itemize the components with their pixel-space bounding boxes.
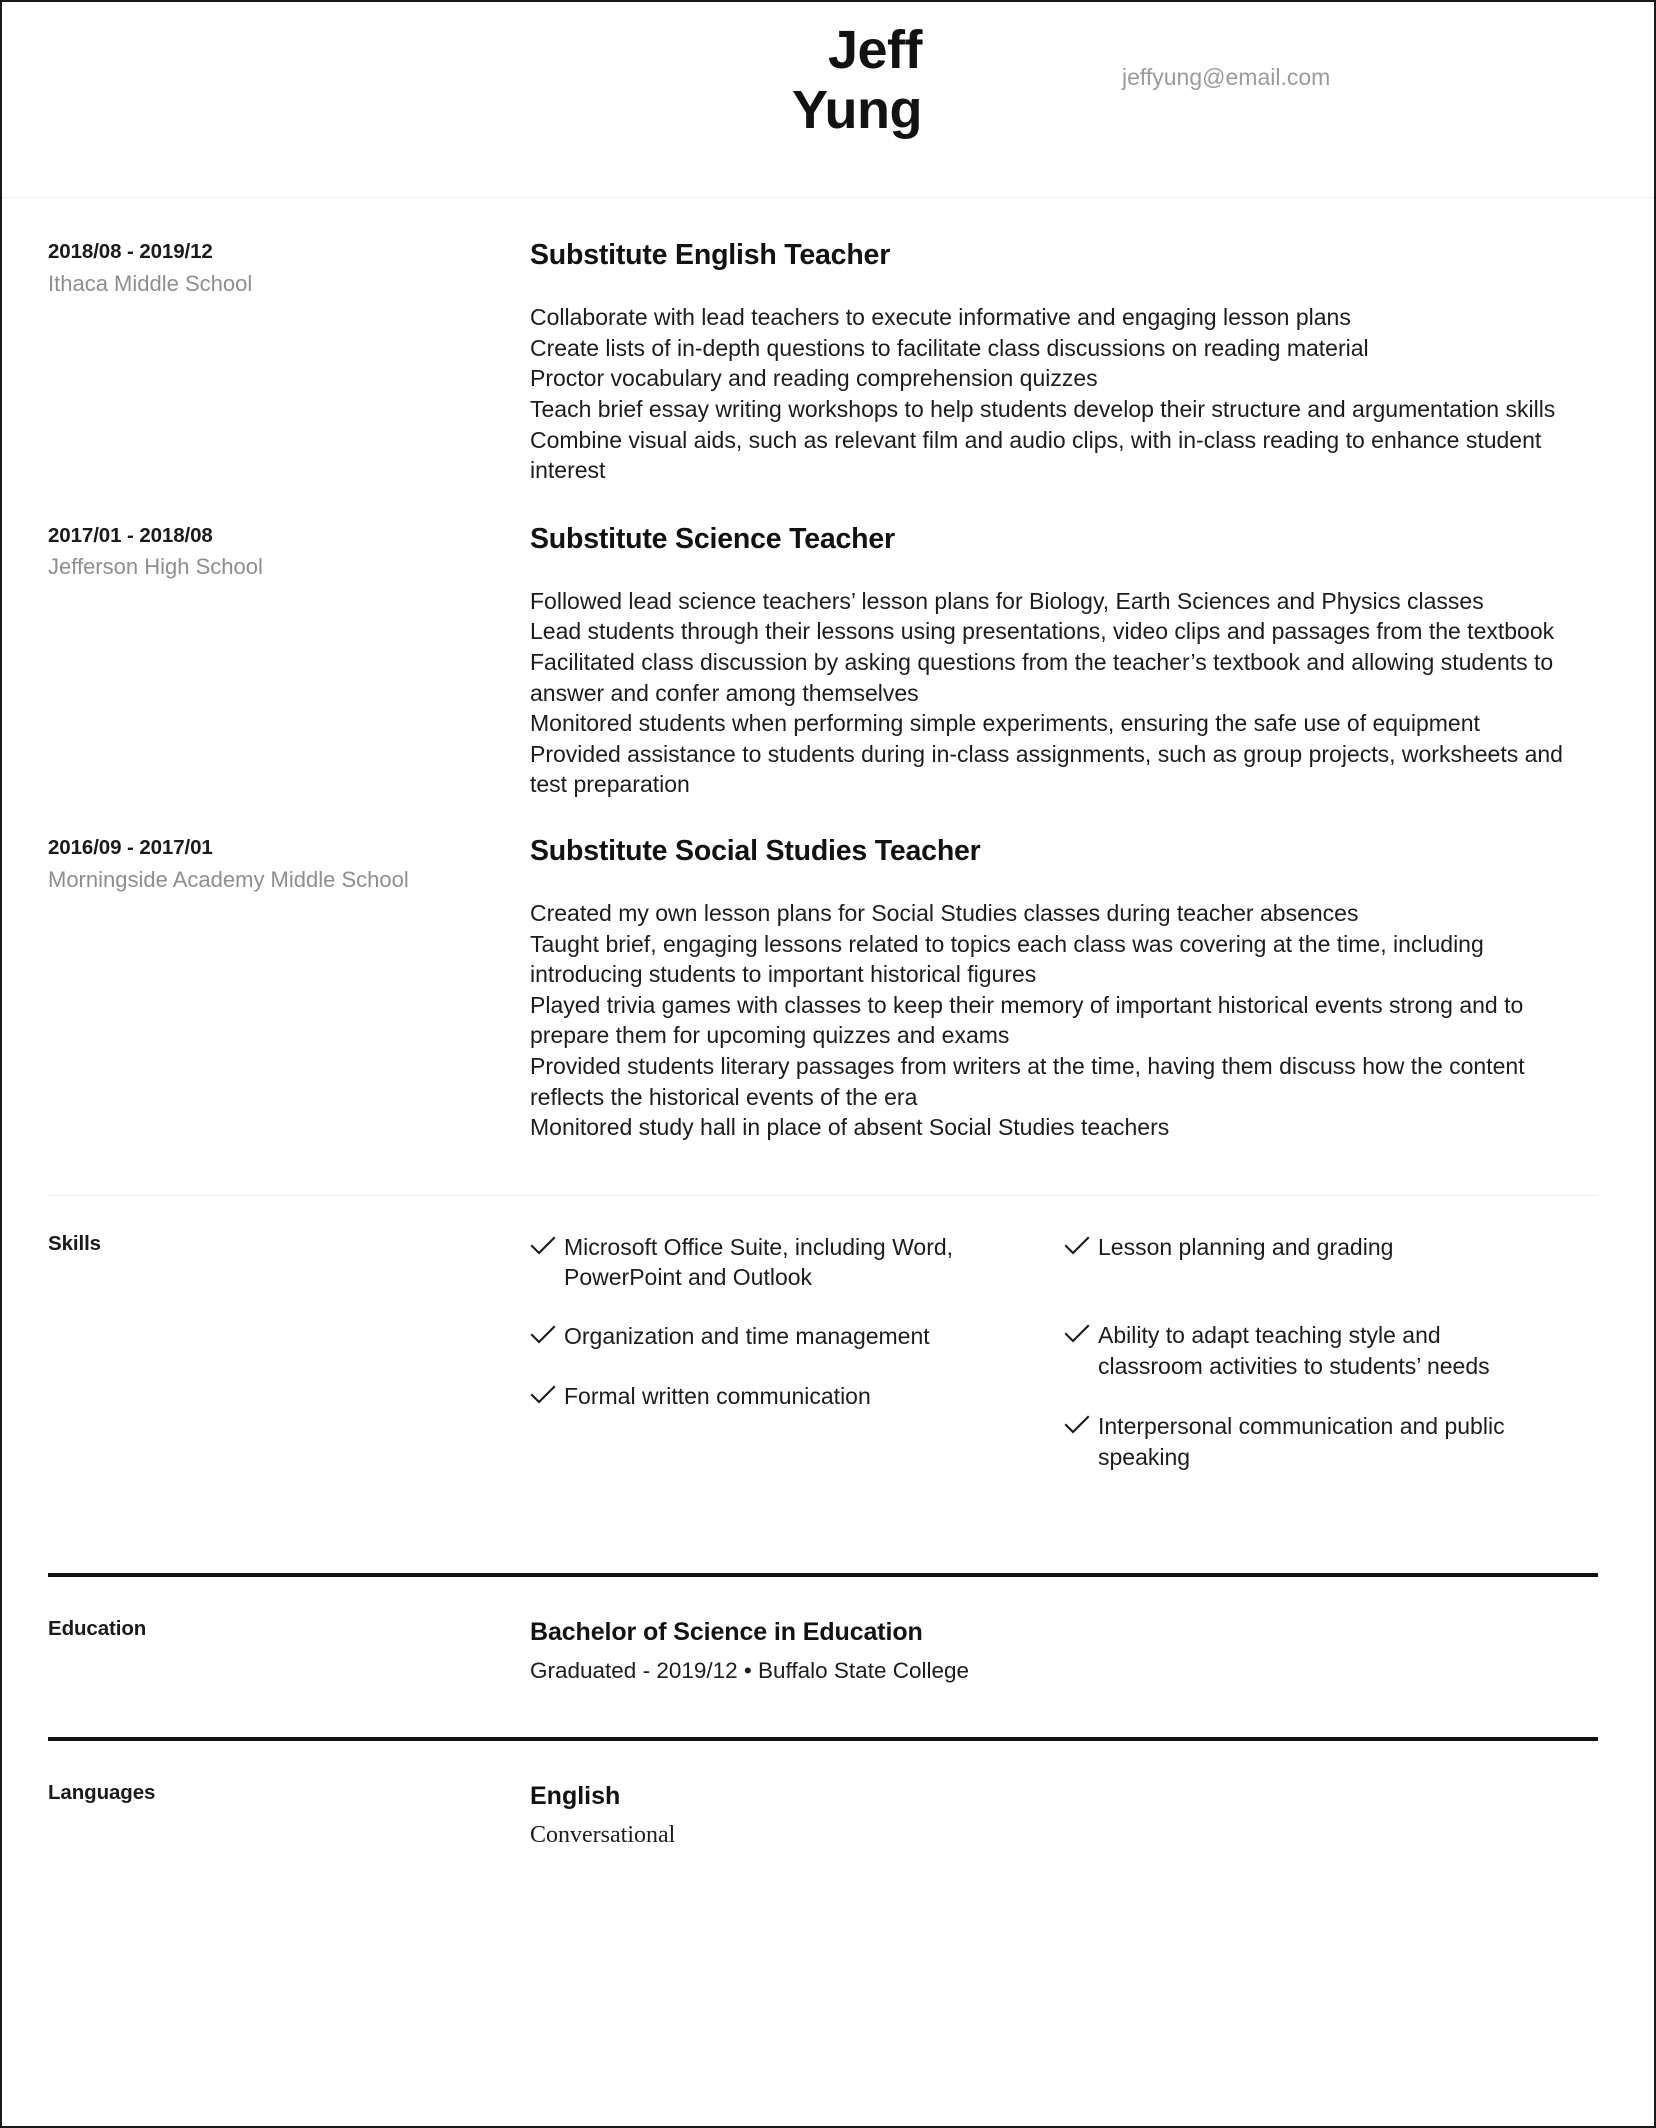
experience-bullet-list <box>530 898 1598 1143</box>
skill-item <box>1064 1232 1548 1263</box>
experience-bullet: Collaborate with lead teachers to execute informative and engaging lesson plans <box>530 304 1351 331</box>
experience-bullet: Lead students through their lessons using presentations, video clips and passages from the textbook <box>530 618 1555 645</box>
skill-item <box>530 1381 1014 1412</box>
skill-text: Lesson planning and grading <box>1098 1233 1394 1260</box>
experience-organization: Morningside Academy Middle School <box>48 866 409 892</box>
experience-bullet: Monitored study hall in place of absent Social Studies teachers <box>530 1114 1170 1141</box>
contact-info <box>1122 64 1602 92</box>
experience-organization: Ithaca Middle School <box>48 270 253 296</box>
check-icon <box>530 1321 560 1346</box>
email-address: jeffyung@email.com <box>1122 64 1331 90</box>
experience-bullet: Create lists of in-depth questions to facilitate class discussions on reading material <box>530 334 1369 361</box>
last-name: Yung <box>792 80 922 141</box>
skills-content <box>530 1232 1598 1501</box>
first-name: Jeff <box>827 20 922 80</box>
skill-text: Ability to adapt teaching style and classroom activities to students’ needs <box>1098 1322 1490 1379</box>
skills-label: Skills <box>48 1231 101 1255</box>
experience-bullet-list <box>530 586 1598 800</box>
skill-text: Microsoft Office Suite, including Word, PowerPoint and Outlook <box>564 1233 954 1291</box>
languages-label: Languages <box>48 1781 156 1805</box>
experience-bullet: Proctor vocabulary and reading comprehension quizzes <box>530 365 1098 392</box>
skill-item <box>530 1321 1014 1352</box>
experience-bullet: Provided students literary passages from writers at the time, having them discuss how the content reflects the historical events of the era <box>530 1052 1525 1110</box>
languages-section <box>2 1741 1654 1851</box>
languages-content <box>530 1781 1598 1851</box>
degree-title: Bachelor of Science in Education <box>530 1617 923 1646</box>
check-icon <box>530 1381 560 1406</box>
experience-bullet: Created my own lesson plans for Social Studies classes during teacher absences <box>530 900 1359 927</box>
experience-bullet: Played trivia games with classes to keep their memory of important historical events strong and to prepare them for upcoming quizzes and exams <box>530 991 1524 1049</box>
experience-bullet: Teach brief essay writing workshops to help students develop their structure and argumentation skills <box>530 395 1556 422</box>
experience-entry <box>2 486 1654 800</box>
experience-title: Substitute Science Teacher <box>530 522 895 555</box>
check-icon <box>530 1232 560 1257</box>
experience-dates: 2018/08 - 2019/12 <box>48 240 213 263</box>
education-label-column <box>48 1617 530 1686</box>
education-content <box>530 1617 1598 1686</box>
experience-bullet: Combine visual aids, such as relevant film and audio clips, with in-class reading to enhance student interest <box>530 426 1542 484</box>
experience-entry <box>2 198 1654 486</box>
experience-bullet: Monitored students when performing simple experiments, ensuring the safe use of equipment <box>530 710 1480 737</box>
experience-title: Substitute Social Studies Teacher <box>530 834 981 867</box>
skill-text: Interpersonal communication and public speaking <box>1098 1413 1505 1471</box>
skill-item <box>1064 1411 1548 1472</box>
experience-meta <box>48 834 530 1143</box>
skills-section <box>2 1196 1654 1501</box>
check-icon <box>1064 1232 1094 1257</box>
check-icon <box>1064 1411 1094 1436</box>
experience-bullet: Taught brief, engaging lessons related to topics each class was covering at the time, including introducing students to important historical figures <box>530 930 1484 988</box>
language-name: English <box>530 1782 621 1811</box>
skill-item <box>1064 1320 1548 1381</box>
experience-meta <box>48 522 530 800</box>
experience-bullet: Provided assistance to students during in-class assignments, such as group projects, worksheets and test preparation <box>530 740 1563 798</box>
candidate-name <box>502 20 922 141</box>
skills-label-column <box>48 1232 530 1501</box>
skills-column-left <box>530 1232 1064 1501</box>
experience-dates: 2016/09 - 2017/01 <box>48 835 213 859</box>
skill-text: Organization and time management <box>564 1322 930 1349</box>
experience-details <box>530 238 1598 486</box>
skill-text: Formal written communication <box>564 1383 871 1410</box>
experience-bullet-list <box>530 302 1598 485</box>
experience-bullet: Facilitated class discussion by asking questions from the teacher’s textbook and allowing students to answer and confer among themselves <box>530 649 1554 706</box>
degree-meta: Graduated - 2019/12 • Buffalo State College <box>530 1657 970 1683</box>
skill-item <box>530 1232 1014 1293</box>
skills-column-right <box>1064 1232 1598 1501</box>
experience-entry <box>2 800 1654 1143</box>
check-icon <box>1064 1320 1094 1345</box>
experience-bullet: Followed lead science teachers’ lesson plans for Biology, Earth Sciences and Physics classes <box>530 587 1484 614</box>
experience-organization: Jefferson High School <box>48 554 263 580</box>
languages-label-column <box>48 1781 530 1851</box>
education-label: Education <box>48 1616 147 1640</box>
experience-details <box>530 522 1598 800</box>
experience-meta <box>48 238 530 486</box>
language-level: Conversational <box>530 1822 676 1849</box>
experience-title: Substitute English Teacher <box>530 239 891 271</box>
experience-details <box>530 834 1598 1143</box>
education-section <box>2 1577 1654 1686</box>
experience-dates: 2017/01 - 2018/08 <box>48 523 213 547</box>
resume-header <box>2 2 1654 198</box>
